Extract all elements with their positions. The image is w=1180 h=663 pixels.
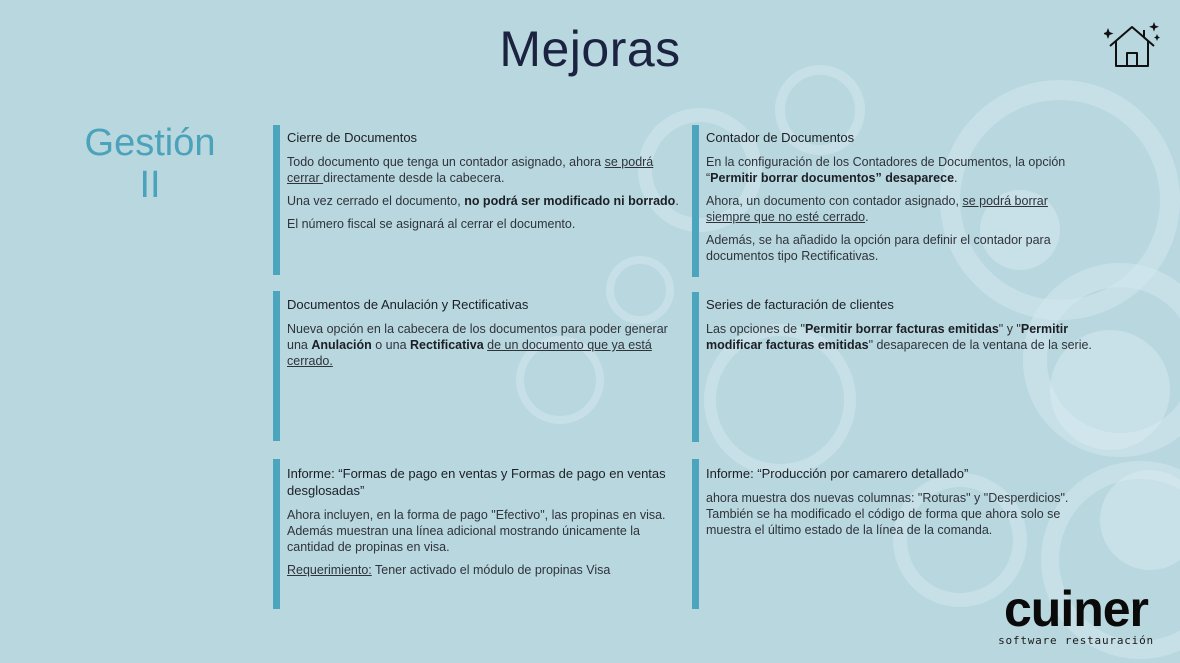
text: Una vez cerrado el documento,	[287, 194, 465, 208]
home-icon[interactable]	[1104, 22, 1160, 70]
page-title: Mejoras	[499, 21, 681, 77]
card-paragraph	[706, 321, 1097, 353]
card-contador-documentos	[692, 125, 1092, 277]
card-paragraph	[287, 193, 683, 209]
underlined-text: de un documento que ya está cerrado.	[287, 338, 652, 368]
logo-word: cuiner	[1003, 581, 1149, 637]
text: directamente desde la cabecera.	[323, 171, 505, 185]
text: .	[865, 210, 869, 224]
card-paragraph: ahora muestra dos nuevas columnas: "Roturas" y "Desperdicios". También se ha modificado el código de forma que ahora solo se muestra el último estado de la línea de la comanda.	[706, 491, 1069, 537]
underlined-text: Requerimiento:	[287, 563, 372, 577]
section-title-line-2: II	[139, 164, 161, 206]
card-paragraph: El número fiscal se asignará al cerrar el documento.	[287, 217, 576, 231]
text: En la configuración de los Contadores de Documentos, la opción “	[706, 155, 1066, 185]
logo-tagline: software restauración	[998, 634, 1154, 647]
underlined-text: se podrá cerrar	[287, 155, 654, 185]
bold-text: Permitir borrar facturas emitidas	[804, 322, 999, 336]
text: Tener activado el módulo de propinas Visa	[371, 563, 611, 577]
underlined-text: se podrá borrar siempre que no esté cerrado	[706, 194, 1048, 224]
card-title: Cierre de Documentos	[287, 130, 418, 145]
card-informe-formas-pago	[273, 459, 683, 609]
card-paragraph	[287, 154, 683, 186]
card-title: Documentos de Anulación y Rectificativas	[287, 297, 529, 312]
cuiner-logo	[986, 581, 1166, 647]
text: Nueva opción en la cabecera de los documentos para poder generar una	[287, 322, 668, 352]
text: Las opciones de "	[706, 322, 805, 336]
card-title: Series de facturación de clientes	[706, 297, 894, 312]
bold-text: ” desaparece	[875, 171, 955, 185]
card-paragraph: Ahora incluyen, en la forma de pago "Efectivo", las propinas en visa. Además muestran una línea adicional mostrando únicamente la cantidad de propinas en visa.	[287, 508, 666, 554]
text: " desaparecen de la ventana de la serie.	[868, 338, 1092, 352]
card-paragraph	[706, 193, 1092, 225]
card-title: Informe: “Formas de pago en ventas y Formas de pago en ventas desglosadas”	[287, 466, 666, 498]
text: Ahora, un documento con contador asignado,	[706, 194, 963, 208]
section-title-line-1: Gestión	[84, 122, 216, 164]
text: o una	[371, 338, 410, 352]
card-paragraph	[706, 154, 1092, 186]
text: " y "	[998, 322, 1021, 336]
card-anulacion-rectificativas	[273, 291, 688, 441]
text: Todo documento que tenga un contador asignado, ahora	[287, 155, 605, 169]
text: .	[954, 171, 958, 185]
bold-text: Anulación	[311, 338, 372, 352]
bold-text: Rectificativa	[410, 338, 484, 352]
bold-text: Permitir modificar facturas emitidas	[706, 322, 1069, 352]
home-sparkle-icon	[1104, 22, 1160, 70]
bold-text: no podrá ser modificado ni borrado	[464, 194, 676, 208]
bold-text: Permitir borrar documentos	[710, 171, 876, 185]
card-title: Contador de Documentos	[706, 130, 855, 145]
card-paragraph: Además, se ha añadido la opción para definir el contador para documentos tipo Rectificativas.	[706, 233, 1051, 263]
card-title: Informe: “Producción por camarero detallado”	[706, 466, 969, 481]
card-series-facturacion	[692, 292, 1097, 442]
card-cierre-documentos	[273, 125, 683, 275]
section-title	[70, 122, 230, 206]
text: .	[675, 194, 679, 208]
card-paragraph	[287, 321, 688, 369]
card-paragraph	[287, 562, 683, 578]
